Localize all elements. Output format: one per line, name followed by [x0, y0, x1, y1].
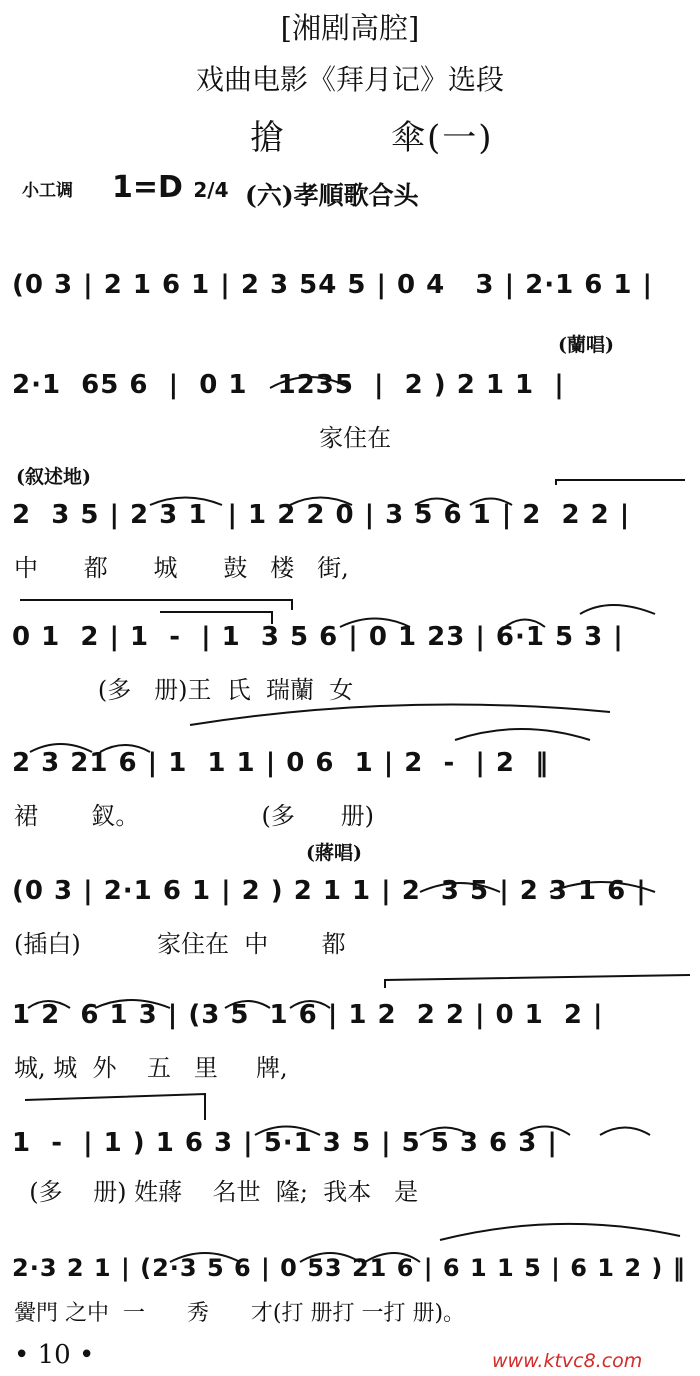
slur [150, 498, 222, 506]
lyrics: 黌門 之中 一 秀 才(打 册打 一打 册)。 [14, 1301, 466, 1326]
slur [415, 499, 458, 506]
title-part-2: 傘(一) [391, 118, 494, 158]
slur [420, 883, 500, 892]
watermark: www.ktvc8.com [492, 1350, 643, 1372]
tie-bracket [556, 480, 685, 485]
slur [28, 1001, 70, 1008]
slur [580, 605, 655, 614]
lyrics: 城, 城 外 五 里 牌, [14, 1054, 288, 1082]
slur [170, 1253, 240, 1262]
slur [365, 1253, 420, 1262]
notation: 1 2 6 1 3 | (3 5 1 6 | 1 2 2 2 | 0 1 2 | [12, 1000, 604, 1030]
slur [290, 498, 352, 506]
tune-name: (六)孝順歌合头 [245, 181, 419, 210]
slur [455, 729, 590, 740]
slur [190, 704, 610, 725]
time-signature: 2/4 [193, 178, 229, 202]
slur [470, 499, 512, 506]
notation: 2·1 65 6 | 0 1 1235 | 2 ) 2 1 1 | [12, 370, 565, 400]
slur [30, 744, 92, 752]
tie-bracket [20, 600, 292, 610]
lyrics: 中 都 城 鼓 楼 街, [14, 554, 349, 582]
lyrics: 裙 釵。 (多 册) [14, 802, 374, 830]
slur [300, 1253, 360, 1262]
slur [340, 619, 410, 628]
tie-bracket [385, 975, 690, 988]
page-number: • 10 • [14, 1340, 95, 1370]
subtitle: 戏曲电影《拜月记》选段 [195, 63, 504, 96]
slur [225, 1001, 270, 1008]
slur [100, 745, 150, 752]
slur [505, 620, 545, 628]
lyrics: (插白) 家住在 中 都 [14, 930, 346, 958]
key-value: 1=D [112, 170, 183, 205]
title-part-1: 搶 [250, 118, 286, 158]
slur [255, 1127, 320, 1136]
genre-label: [湘剧高腔] [280, 11, 420, 45]
slur [520, 1127, 570, 1136]
role-label: (叙述地) [16, 466, 91, 488]
role-label: (蔣唱) [306, 842, 362, 864]
notation: 2 3 5 | 2 3 1 | 1 2 2 0 | 3 5 6 1 | 2 2 2 | [12, 500, 631, 530]
lyrics: (多 册)王 氏 瑞蘭 女 [14, 676, 354, 704]
slur [420, 1128, 470, 1136]
notation: 1 - | 1 ) 1 6 3 | 5·1 3 5 | 5 5 3 6 3 | [12, 1128, 558, 1158]
slur [270, 377, 350, 388]
role-label: (蘭唱) [558, 334, 614, 356]
notation: 0 1 2 | 1 - | 1 3 5 6 | 0 1 23 | 6·1 5 3 | [12, 622, 624, 652]
notation: (0 3 | 2 1 6 1 | 2 3 54 5 | 0 4 3 | 2·1 6 1 | [12, 270, 654, 300]
slur [440, 1224, 680, 1240]
tie-bracket [25, 1094, 205, 1120]
slur [600, 1128, 650, 1136]
lyrics: 家住在 [14, 424, 392, 452]
slur [290, 1001, 330, 1008]
notation: (0 3 | 2·1 6 1 | 2 ) 2 1 1 | 2 3 5 | 2 3 1 6 | [12, 876, 647, 906]
notation: 2 3 21 6 | 1 1 1 | 0 6 1 | 2 - | 2 ‖ [12, 748, 550, 778]
slur [95, 1000, 170, 1008]
slur [550, 882, 655, 892]
tie-bracket [160, 612, 272, 624]
lyrics: (多 册) 姓蔣 名世 隆; 我本 是 [14, 1178, 419, 1206]
notation: 2·3 2 1 | (2·3 5 6 | 0 53 21 6 | 6 1 1 5 | 6 1 2 ) ‖ [12, 1254, 686, 1282]
key-label: 小工调 [22, 181, 73, 201]
